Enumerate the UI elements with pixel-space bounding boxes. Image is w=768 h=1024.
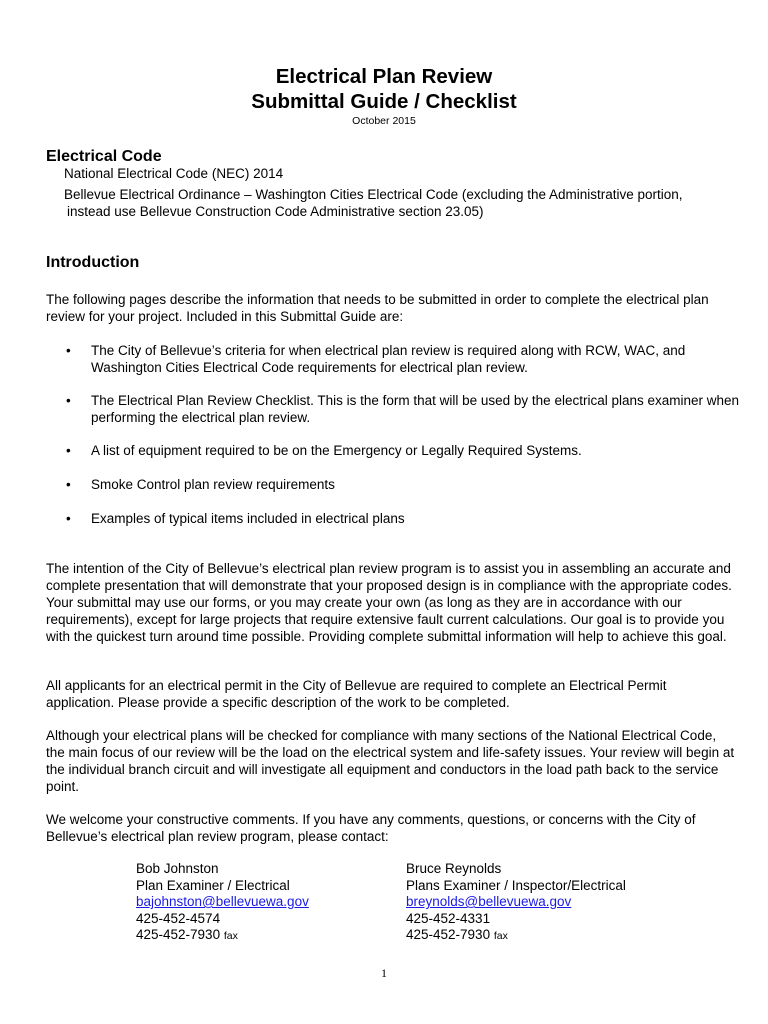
bullet-marker: •	[66, 393, 71, 408]
page-number: 1	[381, 966, 387, 980]
title-line-2: Submittal Guide / Checklist	[251, 90, 517, 113]
contact-role: Plan Examiner / Electrical	[136, 877, 290, 893]
contact-fax-label: fax	[493, 930, 508, 942]
review-focus-paragraph: Although your electrical plans will be checked for compliance with many sections of the National Electrical Code, the main focus of our review will be the load on the electrical system and life-safety issues. Your review will begin at the individual branch circuit and will investigate all equipment and conductors in the load path back to the service point.	[46, 728, 735, 794]
contact-phone: 425-452-4574	[136, 910, 221, 926]
document-date: October 2015	[352, 115, 416, 127]
contact-fax-label: fax	[223, 930, 238, 942]
contact-name: Bruce Reynolds	[406, 861, 502, 876]
contact-email-link[interactable]: bajohnston@bellevuewa.gov	[136, 894, 309, 909]
bullet-item: A list of equipment required to be on the Emergency or Legally Required Systems.	[91, 443, 582, 458]
bullet-marker: •	[66, 343, 71, 358]
contact-card	[136, 861, 309, 945]
bullet-item: Smoke Control plan review requirements	[91, 477, 335, 492]
code-line-2: Bellevue Electrical Ordinance – Washington Cities Electrical Code (excluding the Administrative portion,	[64, 187, 683, 202]
bullet-item: The City of Bellevue’s criteria for when electrical plan review is required along with RCW, WAC, and Washington Cities Electrical Code requirements for electrical plan review.	[91, 343, 686, 375]
intention-paragraph: The intention of the City of Bellevue’s electrical plan review program is to assist you in assembling an accurate and complete presentation that will demonstrate that your proposed design is in compliance with the appropriate codes. Your submittal may use our forms, or you may create your own (as long as they are in accordance with our requirements), except for large projects that require extensive fault current calculations. Our goal is to provide you with the quickest turn around time possible. Providing complete submittal information will help to achieve this goal.	[46, 561, 732, 644]
bullet-marker: •	[66, 443, 71, 458]
bullet-marker: •	[66, 477, 71, 492]
bullet-marker: •	[66, 511, 71, 526]
title-line-1: Electrical Plan Review	[275, 65, 493, 88]
bullet-item: The Electrical Plan Review Checklist. This is the form that will be used by the electrical plans examiner when performing the electrical plan review.	[91, 393, 740, 425]
contact-phone: 425-452-4331	[406, 910, 491, 926]
document-title	[0, 64, 768, 114]
intro-paragraph: The following pages describe the information that needs to be submitted in order to complete the electrical plan review for your project. Included in this Submittal Guide are:	[46, 292, 709, 324]
electrical-code-heading: Electrical Code	[46, 148, 162, 165]
contact-fax	[406, 927, 626, 945]
contact-role: Plans Examiner / Inspector/Electrical	[406, 877, 626, 893]
applicants-paragraph: All applicants for an electrical permit in the City of Bellevue are required to complete an Electrical Permit application. Please provide a specific description of the work to be completed.	[46, 678, 667, 710]
code-line-3: instead use Bellevue Construction Code Administrative section 23.05)	[67, 204, 484, 219]
contact-fax-number: 425-452-7930	[406, 927, 491, 942]
welcome-paragraph: We welcome your constructive comments. If you have any comments, questions, or concerns with the City of Bellevue’s electrical plan review program, please contact:	[46, 812, 696, 844]
contact-fax	[136, 927, 309, 945]
contact-fax-number: 425-452-7930	[136, 927, 221, 942]
contact-email-link[interactable]: breynolds@bellevuewa.gov	[406, 894, 572, 909]
contact-name: Bob Johnston	[136, 861, 219, 876]
bullet-item: Examples of typical items included in electrical plans	[91, 511, 405, 526]
introduction-heading: Introduction	[46, 254, 140, 271]
code-line-1: National Electrical Code (NEC) 2014	[64, 166, 284, 181]
contact-card	[406, 861, 626, 945]
